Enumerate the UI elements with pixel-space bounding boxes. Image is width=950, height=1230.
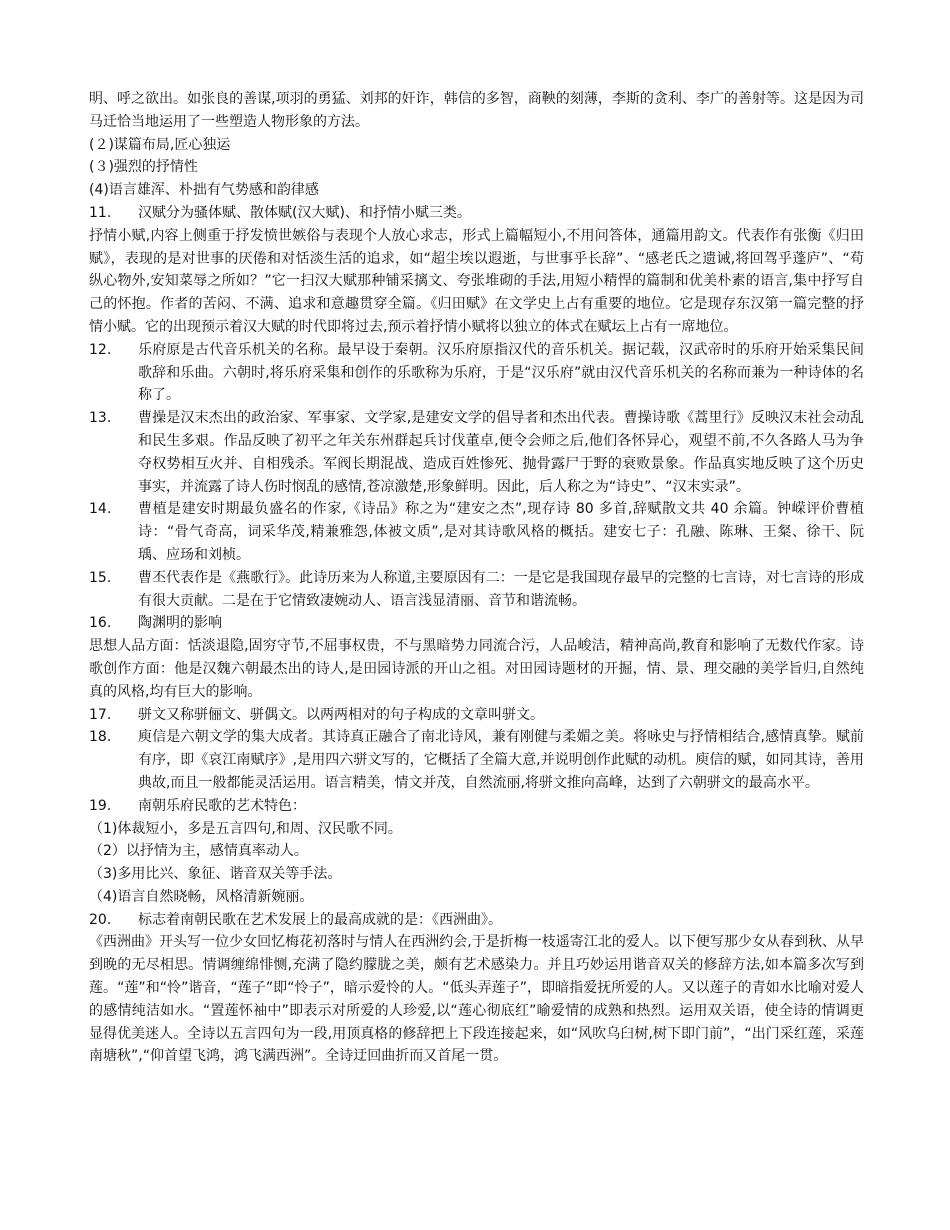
item-19-point-4: （4)语言自然晓畅，风格清新婉丽。 <box>89 888 314 905</box>
item-number: 20. <box>89 911 112 928</box>
item-15 <box>89 567 864 613</box>
item-title: 南朝乐府民歌的艺术特色： <box>138 797 306 814</box>
point-3: (３)强烈的抒情性 <box>89 159 198 176</box>
item-number: 15. <box>89 569 112 586</box>
item-number: 14. <box>89 501 112 518</box>
item-18 <box>89 726 864 794</box>
document-page <box>89 88 864 1068</box>
item-19-point-3: （3)多用比兴、象征、谐音双关等手法。 <box>89 866 342 883</box>
item-text: 乐府原是古代音乐机关的名称。最早设于秦朝。汉乐府原指汉代的音乐机关。据记载，汉武帝时的乐府开始采集民间歌辞和乐曲。六朝时,将乐府采集和创作的乐歌称为乐府，于是“汉乐府”就由汉代音乐机关的名称而兼为一种诗体的名称了。 <box>138 341 864 404</box>
item-16-heading <box>89 612 864 635</box>
item-number: 19. <box>89 797 112 814</box>
item-13 <box>89 407 864 498</box>
item-title: 汉赋分为骚体赋、散体赋(汉大赋)、和抒情小赋三类。 <box>138 204 471 221</box>
item-11-heading <box>89 202 864 225</box>
intro-paragraph: 明、呼之欲出。如张良的善谋,项羽的勇猛、刘邦的奸诈，韩信的多智，商鞅的刻薄，李斯的贪利、李广的善射等。这是因为司马迁恰当地运用了一些塑造人物形象的方法。 <box>89 91 864 130</box>
item-11-body: 抒情小赋,内容上侧重于抒发愤世嫉俗与表现个人放心求志，形式上篇幅短小,不用问答体，通篇用韵文。代表作有张衡《归田赋》，表现的是对世事的厌倦和对恬淡生活的追求，如“超尘埃以遐逝，与世事乎长辞”、“感老氏之遗诫,将回驾乎蓬庐”、“苟纵心物外,安知菜辱之所如？”它一扫汉大赋那种铺采摛文、夸张堆砌的手法,用短小精悍的篇制和优美朴素的语言,集中抒写自己的怀抱。作者的苦闷、不满、追求和意趣贯穿全篇。《归田赋》在文学史上占有重要的地位。它是现存东汉第一篇完整的抒情小赋。它的出现预示着汉大赋的时代即将过去,预示着抒情小赋将以独立的体式在赋坛上占有一席地位。 <box>89 227 864 335</box>
item-number: 18. <box>89 729 112 746</box>
item-16-body: 思想人品方面：恬淡退隐,固穷守节,不屈事权贵，不与黑暗势力同流合污，人品峻洁，精神高尚,教育和影响了无数代作家。诗歌创作方面：他是汉魏六朝最杰出的诗人,是田园诗派的开山之祖。对田园诗题材的开掘，情、景、理交融的美学旨归,自然纯真的风格,均有巨大的影响。 <box>89 638 864 700</box>
point-2: (２)谋篇布局,匠心独运 <box>89 136 231 153</box>
item-19-point-2: （2）以抒情为主，感情真率动人。 <box>89 843 308 860</box>
item-19-heading <box>89 795 864 818</box>
item-17 <box>89 704 864 727</box>
item-20-heading <box>89 909 864 932</box>
item-number: 12. <box>89 341 112 358</box>
item-number: 13. <box>89 410 112 427</box>
point-4: (4)语言雄浑、朴拙有气势感和韵律感 <box>89 182 319 199</box>
item-text: 曹操是汉末杰出的政治家、军事家、文学家,是建安文学的倡导者和杰出代表。曹操诗歌《蒿里行》反映汉末社会动乱和民生多艰。作品反映了初平之年关东州群起兵讨伐董卓,便令会师之后,他们各怀异心，观望不前,不久各路人马为争夺权势相互火并、自相残杀。军阀长期混战、造成百姓惨死、抛骨露尸于野的衰败景象。作品真实地反映了这个历史事实，并流露了诗人伤时悯乱的感情,苍凉激楚,形象鲜明。因此，后人称之为“诗史”、“汉末实录”。 <box>138 410 864 495</box>
item-text: 庾信是六朝文学的集大成者。其诗真正融合了南北诗风，兼有刚健与柔媚之美。将咏史与抒情相结合,感情真挚。赋前有序，即《哀江南赋序》,是用四六骈文写的，它概括了全篇大意,并说明创作此赋的动机。庾信的赋，如同其诗，善用典故,而且一般都能灵活运用。语言精美，情文并茂，自然流丽,将骈文推向高峰，达到了六朝骈文的最高水平。 <box>138 729 864 791</box>
item-20-body: 《西洲曲》开头写一位少女回忆梅花初落时与情人在西洲约会,于是折梅一枝遥寄江北的爱人。以下便写那少女从春到秋、从早到晚的无尽相思。情调缠绵悱恻,充满了隐约朦胧之美，颇有艺术感染力。并且巧妙运用谐音双关的修辞方法,如本篇多次写到莲。“莲”和“怜”谐音，“莲子”即“怜子”，暗示爱怜的人。“低头弄莲子”，即暗指爱抚所爱的人。又以莲子的青如水比喻对爱人的感情纯洁如水。“置莲怀袖中”即表示对所爱的人珍爱,以“莲心彻底红”喻爱情的成熟和热烈。运用双关语，使全诗的情调更显得优美迷人。全诗以五言四句为一段,用顶真格的修辞把上下段连接起来，如“风吹乌臼树,树下即门前”，“出门采红莲，采莲南塘秋”,“仰首望飞鸿，鸿飞满西洲”。全诗迂回曲折而又首尾一贯。 <box>89 934 864 1065</box>
item-19-point-1: （1)体裁短小，多是五言四句,和周、汉民歌不同。 <box>89 820 402 837</box>
item-title: 陶渊明的影响 <box>138 615 222 632</box>
item-number: 17. <box>89 706 112 723</box>
item-number: 16. <box>89 615 112 632</box>
item-12 <box>89 339 864 407</box>
item-title: 标志着南朝民歌在艺术发展上的最高成就的是：《西洲曲》。 <box>138 911 502 928</box>
item-text: 曹植是建安时期最负盛名的作家,《诗品》称之为“建安之杰”,现存诗 80 多首,辞赋散文共 40 余篇。钟嵘评价曹植诗：“骨气奇高，词采华茂,精兼雅怨,体被文质”,是对其诗歌风格的概括。建安七子：孔融、陈琳、王粲、徐干、阮瑀、应玚和刘桢。 <box>138 501 864 563</box>
item-number: 11. <box>89 204 112 221</box>
item-text: 曹丕代表作是《燕歌行》。此诗历来为人称道,主要原因有二：一是它是我国现存最早的完整的七言诗，对七言诗的形成有很大贡献。二是在于它情致凄婉动人、语言浅显清丽、音节和谐流畅。 <box>138 569 864 609</box>
item-14 <box>89 498 864 566</box>
item-text: 骈文又称骈俪文、骈偶文。以两两相对的句子构成的文章叫骈文。 <box>138 706 544 723</box>
